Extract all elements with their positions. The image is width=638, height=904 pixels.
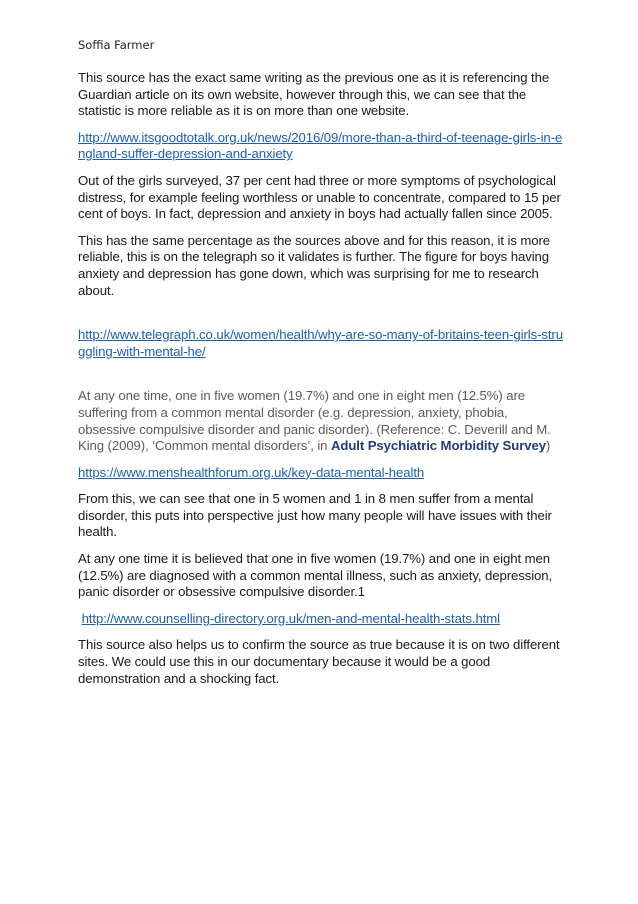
paragraph-conclusion: This source also helps us to confirm the source as true because it is on two different sites. We could use this in our documentary because it would be a good demonstration and a shocking fact. bbox=[78, 637, 560, 686]
link-paragraph-menshealthforum bbox=[78, 465, 564, 482]
link-paragraph-counselling bbox=[78, 611, 564, 628]
link-menshealthforum[interactable]: https://www.menshealthforum.org.uk/key-data-mental-health bbox=[78, 464, 425, 480]
link-counselling-directory[interactable]: http://www.counselling-directory.org.uk/men-and-mental-health-stats.html bbox=[81, 610, 500, 626]
spacer bbox=[78, 309, 564, 327]
paragraph-reliability: This source has the exact same writing as the previous one as it is referencing the Guardian article on its own website, however through this, we can see that the statistic is more reliable as it is on more than one website. bbox=[78, 70, 550, 119]
paragraph-same-percentage: This has the same percentage as the sources above and for this reason, it is more reliable, this is on the telegraph so it validates is further. The figure for boys having anxiety and depression has gone down, which was surprising for me to research about. bbox=[78, 232, 551, 298]
link-paragraph-telegraph bbox=[78, 327, 564, 360]
paragraph-diagnosed: At any one time it is believed that one in five women (19.7%) and one in eight men (12.5%) are diagnosed with a common mental illness, such as anxiety, depression, panic disorder or obsessive compulsive disorder.1 bbox=[78, 551, 553, 600]
survey-title-link[interactable]: Adult Psychiatric Morbidity Survey bbox=[330, 438, 546, 454]
spacer bbox=[78, 370, 564, 388]
quote-close: ) bbox=[545, 438, 551, 454]
paragraph-girls-survey: Out of the girls surveyed, 37 per cent had three or more symptoms of psychological distress, for example feeling worthless or unable to concentrate, compared to 15 per cent of boys. In fact, depression and anxiety in boys had actually fallen since 2005. bbox=[78, 172, 561, 222]
link-itsgoodtotalk[interactable]: http://www.itsgoodtotalk.org.uk/news/2016/09/more-than-a-third-of-teenage-girls-in-england-suffer-depression-and-anxiety bbox=[78, 129, 563, 162]
link-paragraph-itsgoodtotalk bbox=[78, 130, 564, 163]
page-header-author: Soffia Farmer bbox=[78, 38, 155, 52]
quote-text: At any one time, one in five women (19.7%) and one in eight men (12.5%) are suffering from a common mental disorder (e.g. depression, anxiety, phobia, obsessive compulsive disorder and panic disorder). (Reference: C. Deverill and M. King (2009), ‘Common mental disorders’, in bbox=[78, 388, 551, 454]
paragraph-quote-statistics bbox=[78, 388, 564, 454]
paragraph-perspective: From this, we can see that one in 5 women and 1 in 8 men suffer from a mental disorder, this puts into perspective just how many people will have issues with their health. bbox=[78, 491, 552, 540]
link-telegraph[interactable]: http://www.telegraph.co.uk/women/health/why-are-so-many-of-britains-teen-girls-struggling-with-mental-he/ bbox=[78, 327, 563, 359]
document-body bbox=[78, 70, 564, 697]
